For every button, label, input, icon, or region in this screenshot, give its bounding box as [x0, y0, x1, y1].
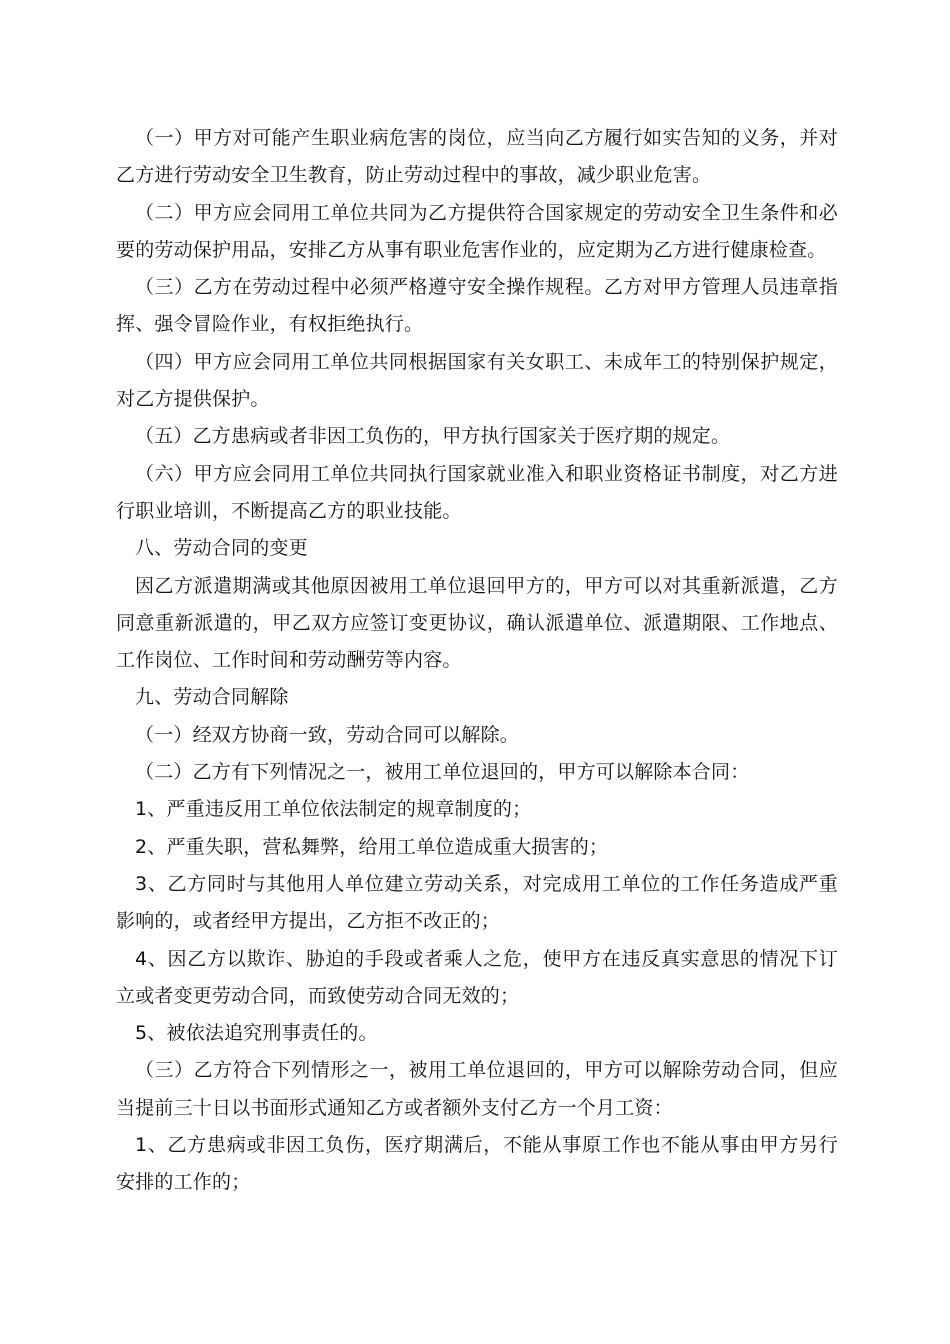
- paragraph-safety-conditions: （二）甲方应会同用工单位共同为乙方提供符合国家规定的劳动安全卫生条件和必要的劳动保护用品，安排乙方从事有职业危害作业的，应定期为乙方进行健康检查。: [116, 201, 838, 261]
- paragraph-redispatch: 因乙方派遣期满或其他原因被用工单位退回甲方的，甲方可以对其重新派遣，乙方同意重新派遣的，甲乙双方应签订变更协议，确认派遣单位、派遣期限、工作地点、工作岗位、工作时间和劳动酬劳等内容。: [116, 574, 838, 672]
- paragraph-termination-conditions: （二）乙方有下列情况之一，被用工单位退回的，甲方可以解除本合同：: [135, 761, 750, 784]
- list-item-violation: 1、严重违反用工单位依法制定的规章制度的；: [135, 798, 532, 821]
- section-heading-contract-change: 八、劳动合同的变更: [135, 537, 308, 560]
- paragraph-special-protection: （四）甲方应会同用工单位共同根据国家有关女职工、未成年工的特别保护规定，对乙方提供保护。: [116, 350, 838, 411]
- list-item-illness: 1、乙方患病或非因工负伤，医疗期满后，不能从事原工作也不能从事由甲方另行安排的工作的；: [116, 1134, 838, 1194]
- paragraph-medical-period: （五）乙方患病或者非因工负伤的，甲方执行国家关于医疗期的规定。: [135, 425, 731, 448]
- paragraph-mutual-agreement: （一）经双方协商一致，劳动合同可以解除。: [135, 723, 520, 746]
- paragraph-employer-notify-duty: （一）甲方对可能产生职业病危害的岗位，应当向乙方履行如实告知的义务，并对乙方进行劳动安全卫生教育，防止劳动过程中的事故，减少职业危害。: [116, 127, 838, 187]
- paragraph-vocational-training: （六）甲方应会同用工单位共同执行国家就业准入和职业资格证书制度，对乙方进行职业培训，不断提高乙方的职业技能。: [116, 462, 838, 522]
- paragraph-notice-termination: （三）乙方符合下列情形之一，被用工单位退回的，甲方可以解除劳动合同，但应当提前三十日以书面形式通知乙方或者额外支付乙方一个月工资：: [116, 1059, 838, 1119]
- list-item-dual-employment: 3、乙方同时与其他用人单位建立劳动关系，对完成用工单位的工作任务造成严重影响的，或者经甲方提出，乙方拒不改正的；: [116, 872, 838, 933]
- section-heading-contract-termination: 九、劳动合同解除: [135, 686, 289, 709]
- list-item-negligence: 2、严重失职，营私舞弊，给用工单位造成重大损害的；: [135, 835, 609, 858]
- list-item-fraud: 4、因乙方以欺诈、胁迫的手段或者乘人之危，使甲方在违反真实意思的情况下订立或者变更劳动合同，而致使劳动合同无效的；: [116, 947, 838, 1007]
- contract-body: [116, 120, 838, 1202]
- paragraph-safety-rules: （三）乙方在劳动过程中必须严格遵守安全操作规程。乙方对甲方管理人员违章指挥、强令冒险作业，有权拒绝执行。: [116, 276, 838, 336]
- list-item-criminal: 5、被依法追究刑事责任的。: [135, 1022, 378, 1045]
